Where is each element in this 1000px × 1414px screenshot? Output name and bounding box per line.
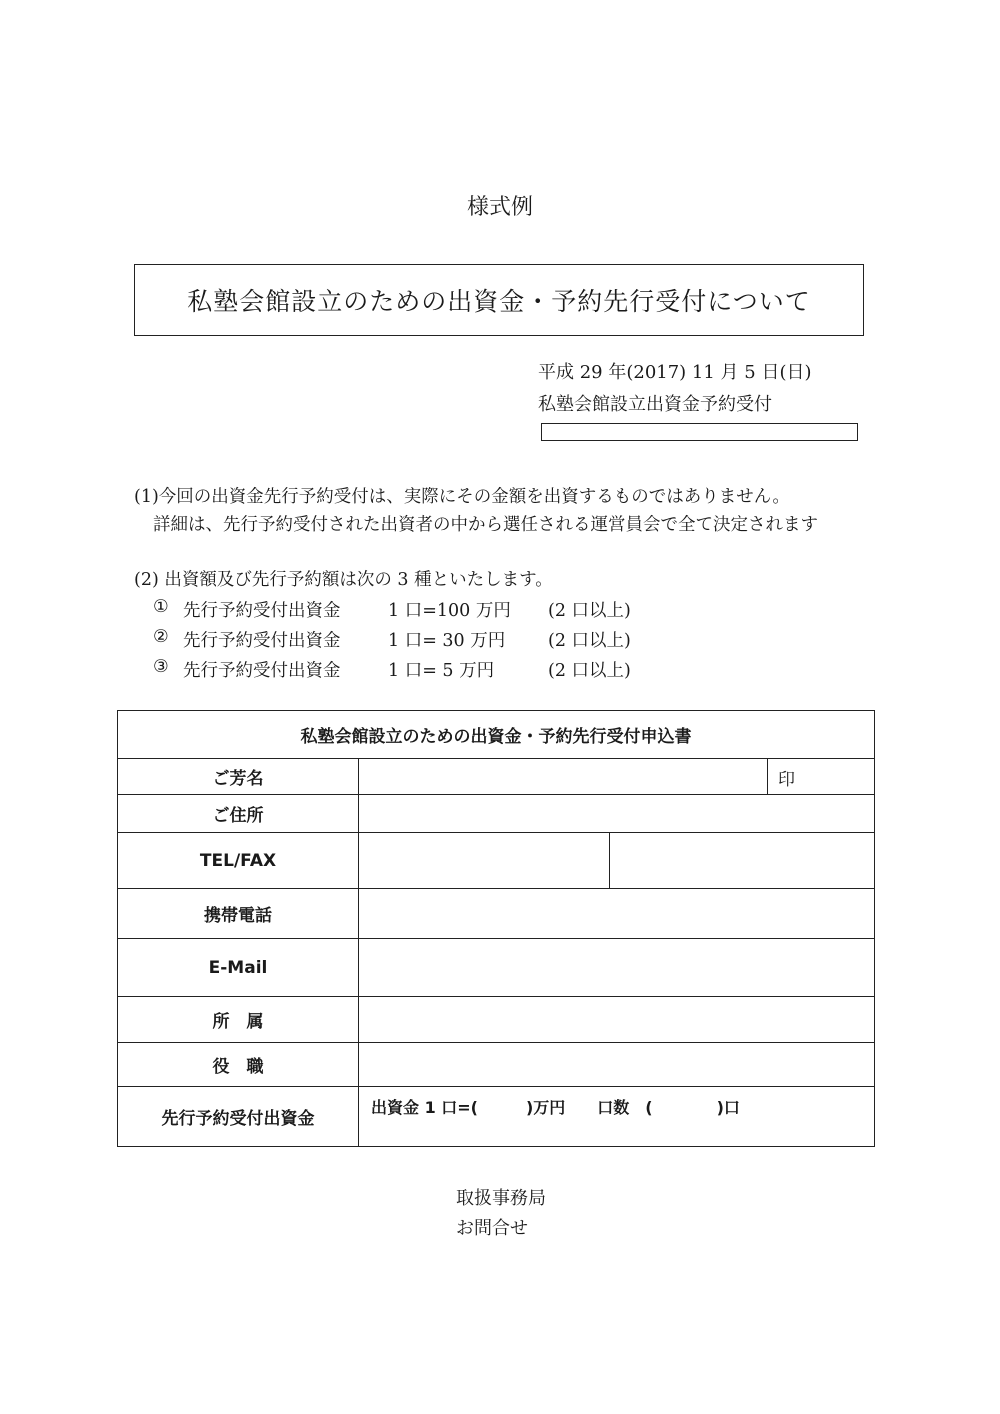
tier-row [153,597,631,622]
mobile-field[interactable] [359,889,875,939]
application-form-title: 私塾会館設立のための出資金・予約先行受付申込書 [118,711,875,759]
tier-min: (2 口以上) [548,661,631,681]
email-label: E-Mail [118,939,359,997]
application-form-table [117,710,875,1147]
blank-entry-box[interactable] [541,423,858,441]
form-label: 様式例 [466,195,533,220]
telfax-label: TEL/FAX [118,833,359,889]
tier-row [153,627,631,652]
office-label: 取扱事務局 [456,1188,546,1209]
address-field[interactable] [359,795,875,833]
tier-mark: ③ [153,657,169,677]
position-label: 役 職 [118,1043,359,1087]
tier-unit: 1 口= 5 万円 [388,661,495,681]
note-2: (2) 出資額及び先行予約額は次の 3 種といたします。 [134,570,553,590]
note-1-line-1: (1)今回の出資金先行予約受付は、実際にその金額を出資するものではありません。 [134,487,790,507]
tier-mark: ② [153,627,169,647]
inquiry-label: お問合せ [456,1218,528,1239]
tier-min: (2 口以上) [548,601,631,621]
investment-label: 先行予約受付出資金 [118,1087,359,1147]
main-title-text: 私塾会館設立のための出資金・予約先行受付について [187,287,811,316]
investment-amount-field[interactable]: 出資金 1 口=( )万円 口数 ( )口 [359,1087,875,1147]
address-label: ご住所 [118,795,359,833]
tier-row [153,657,631,682]
department-line: 私塾会館設立出資金予約受付 [538,394,772,415]
main-title [134,264,864,336]
name-field[interactable] [359,759,768,795]
affiliation-label: 所 属 [118,997,359,1043]
date-line: 平成 29 年(2017) 11 月 5 日(日) [538,362,812,383]
fax-field[interactable] [610,833,875,889]
tier-unit: 1 口=100 万円 [388,601,511,621]
mobile-label: 携帯電話 [118,889,359,939]
tier-name: 先行予約受付出資金 [183,661,341,681]
tier-mark: ① [153,597,169,617]
tier-min: (2 口以上) [548,631,631,651]
tier-name: 先行予約受付出資金 [183,631,341,651]
email-field[interactable] [359,939,875,997]
position-field[interactable] [359,1043,875,1087]
tel-field[interactable] [359,833,610,889]
name-label: ご芳名 [118,759,359,795]
note-1-line-2: 詳細は、先行予約受付された出資者の中から選任される運営員会で全て決定されます [153,515,818,535]
tier-unit: 1 口= 30 万円 [388,631,506,651]
tier-name: 先行予約受付出資金 [183,601,341,621]
seal-cell: 印 [768,759,875,795]
affiliation-field[interactable] [359,997,875,1043]
